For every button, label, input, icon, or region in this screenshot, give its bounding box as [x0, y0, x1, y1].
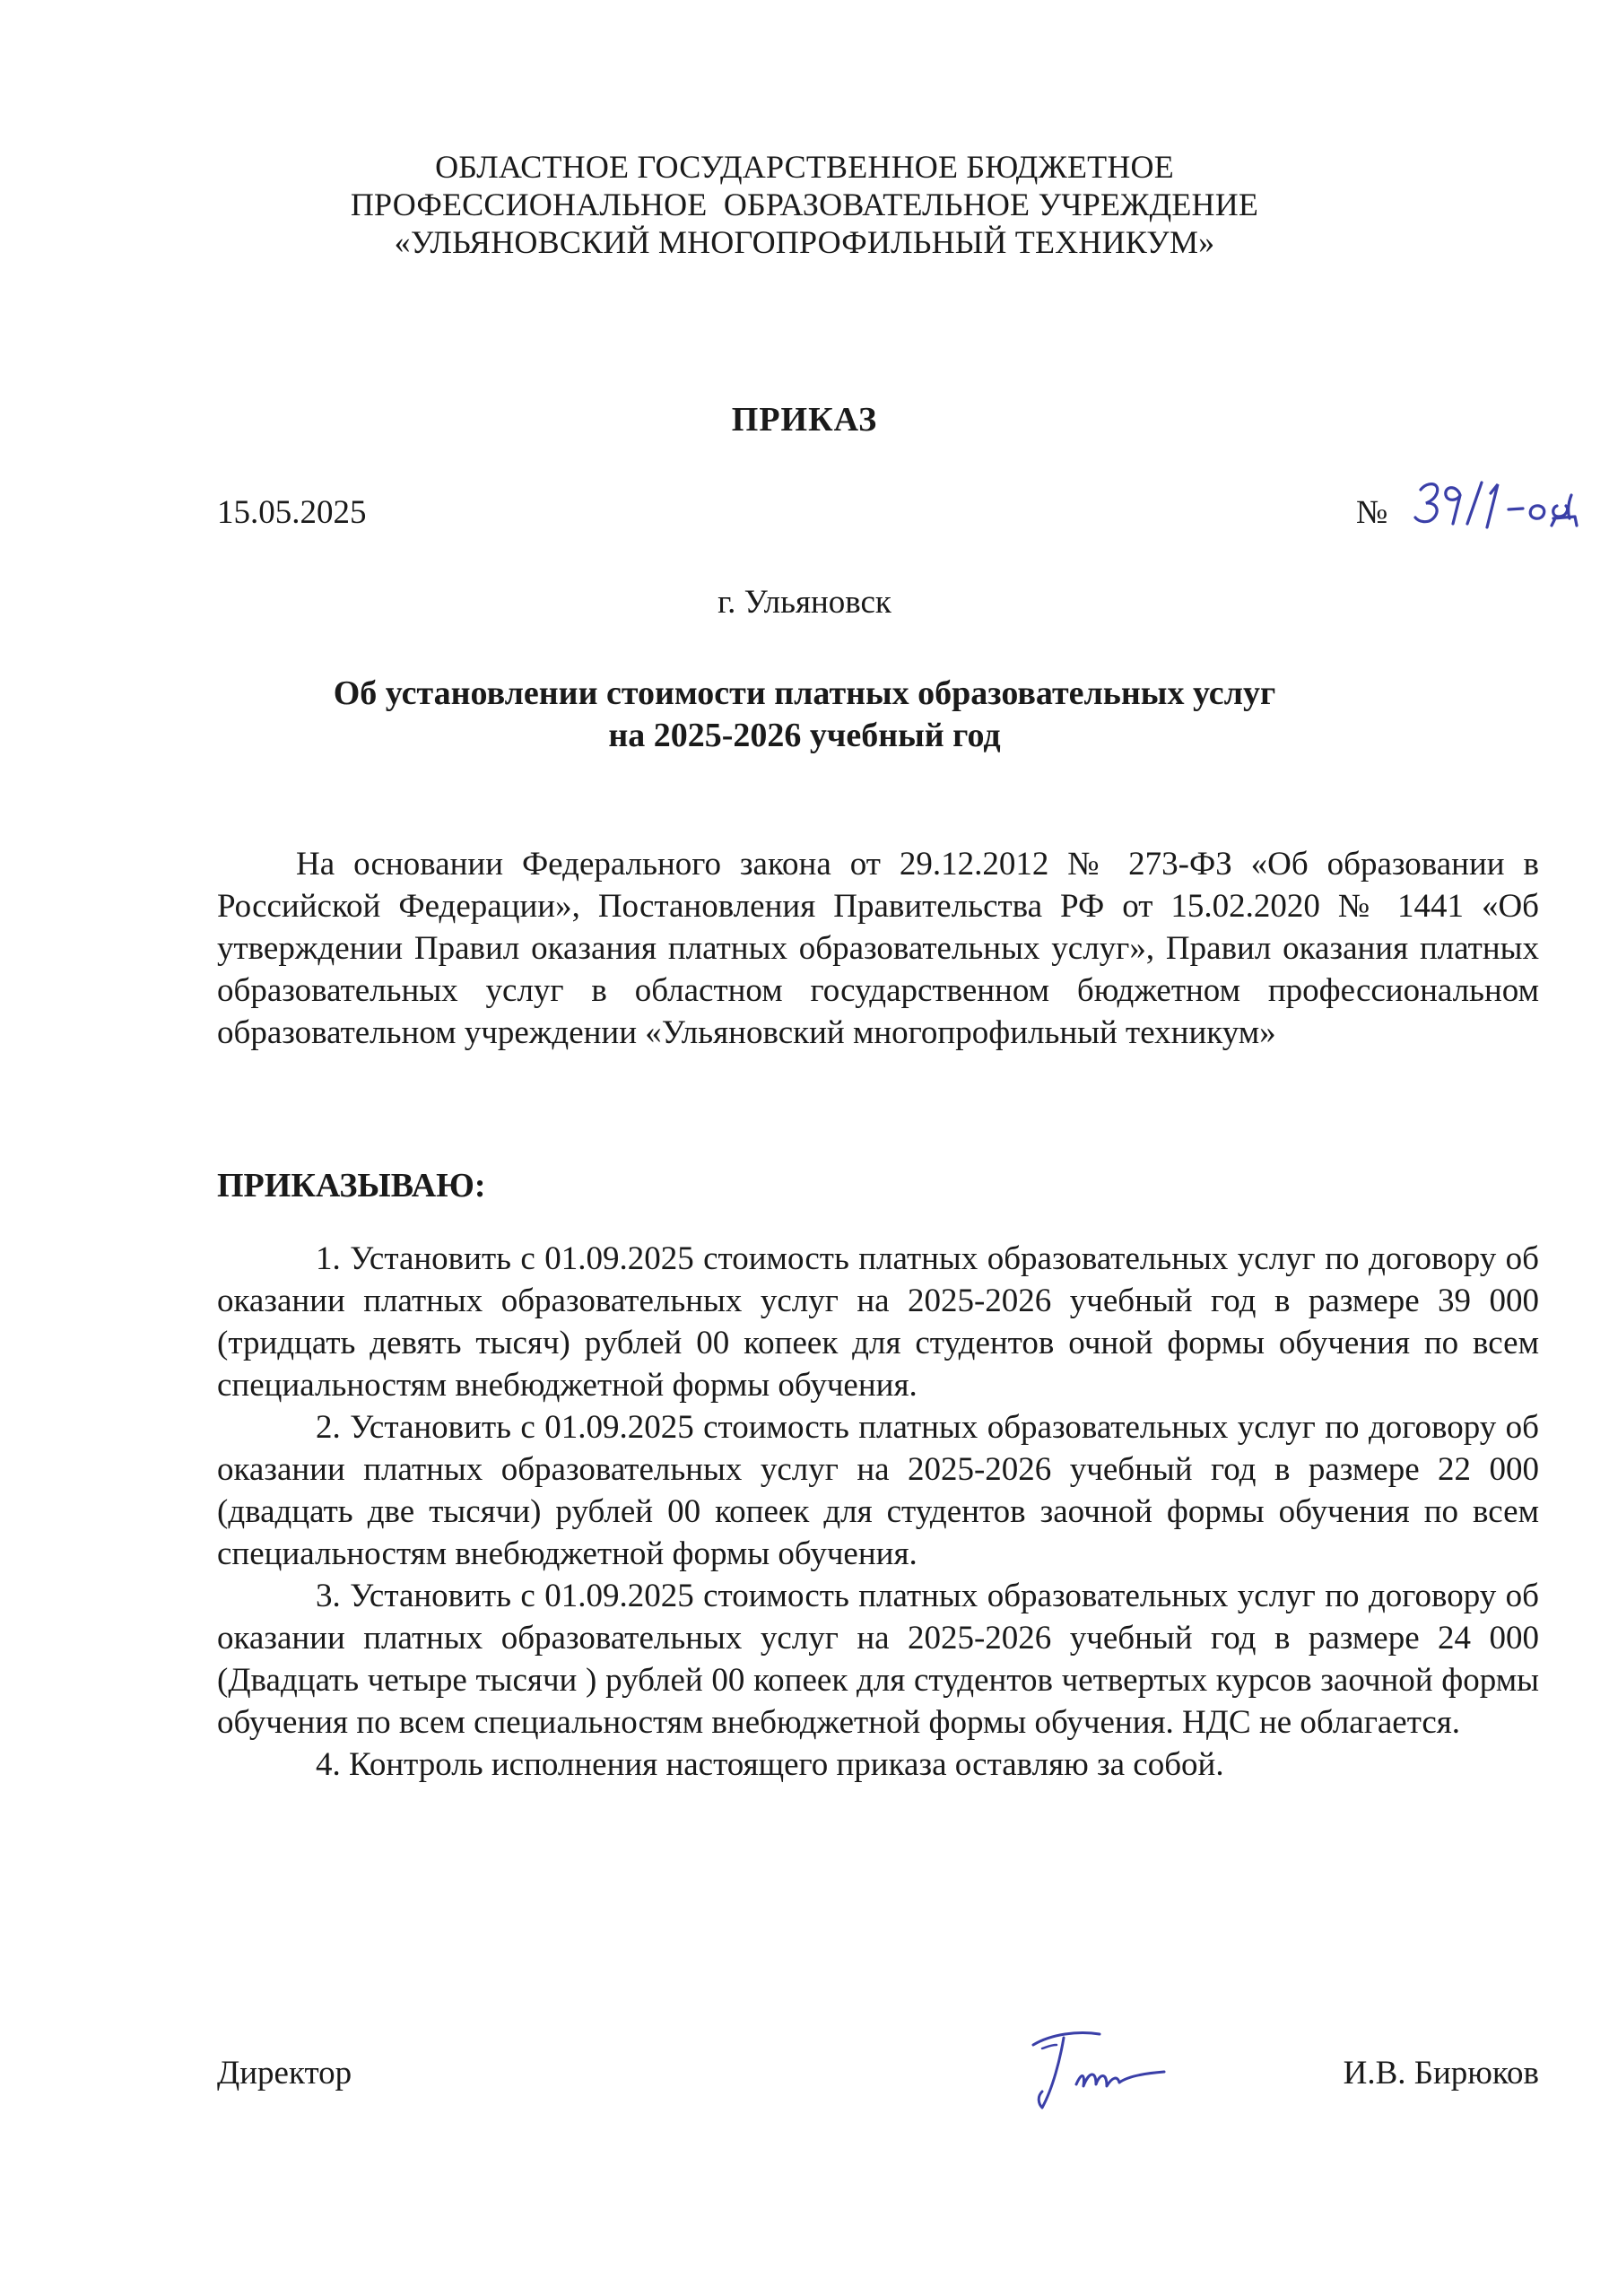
document-subject [0, 673, 1609, 757]
order-item: 4. Контроль исполнения настоящего приказа оставляю за собой. [316, 1746, 1224, 1783]
document-number [1356, 474, 1589, 545]
order-word: ПРИКАЗЫВАЮ: [217, 1167, 486, 1205]
signature-block [217, 2054, 1539, 2161]
header-line: ОБЛАСТНОЕ ГОСУДАРСТВЕННОЕ БЮДЖЕТНОЕ [435, 149, 1174, 185]
basis-paragraph: На основании Федерального закона от 29.12.2012 № 273-ФЗ «Об образовании в Российской Федерации», Постановления Правительства РФ от 15.02.2020 № 1441 «Об утверждении Правил оказания платных образовательных услуг», Правил оказания платных образовательных услуг в областном государственном бюджетном профессиональном образовательном учреждении «Ульяновский многопрофильный техникум» [217, 846, 1539, 1051]
order-item: 3. Установить с 01.09.2025 стоимость платных образовательных услуг по договору об оказании платных образовательных услуг на 2025-2026 учебный год в размере 24 000 (Двадцать четыре тысячи ) рублей 00 копеек для студентов четвертых курсов заочной формы обучения по всем специальностям внебюджетной формы обучения. НДС не облагается. [217, 1578, 1539, 1741]
document-city: г. Ульяновск [718, 584, 891, 621]
document-title: ПРИКАЗ [731, 401, 878, 439]
organization-header [0, 148, 1609, 261]
order-items [217, 1238, 1539, 1786]
document-date: 15.05.2025 [217, 494, 367, 531]
handwritten-signature [1006, 2018, 1186, 2117]
handwritten-number [1408, 474, 1587, 536]
header-line: ПРОФЕССИОНАЛЬНОЕ ОБРАЗОВАТЕЛЬНОЕ УЧРЕЖДЕНИЕ [350, 187, 1259, 222]
signer-role: Директор [217, 2055, 352, 2092]
order-item: 2. Установить с 01.09.2025 стоимость платных образовательных услуг по договору об оказании платных образовательных услуг на 2025-2026 учебный год в размере 22 000 (двадцать две тысячи) рублей 00 копеек для студентов заочной формы обучения по всем специальностям внебюджетной формы обучения. [217, 1409, 1539, 1572]
subject-line: Об установлении стоимости платных образовательных услуг [333, 674, 1276, 712]
number-sign: № [1356, 494, 1388, 531]
signer-name: И.В. Бирюков [1343, 2055, 1539, 2092]
header-line: «УЛЬЯНОВСКИЙ МНОГОПРОФИЛЬНЫЙ ТЕХНИКУМ» [394, 224, 1215, 260]
subject-line: на 2025-2026 учебный год [608, 717, 1001, 754]
order-item: 1. Установить с 01.09.2025 стоимость платных образовательных услуг по договору об оказании платных образовательных услуг на 2025-2026 учебный год в размере 39 000 (тридцать девять тысяч) рублей 00 копеек для студентов очной формы обучения по всем специальностям внебюджетной формы обучения. [217, 1240, 1539, 1404]
